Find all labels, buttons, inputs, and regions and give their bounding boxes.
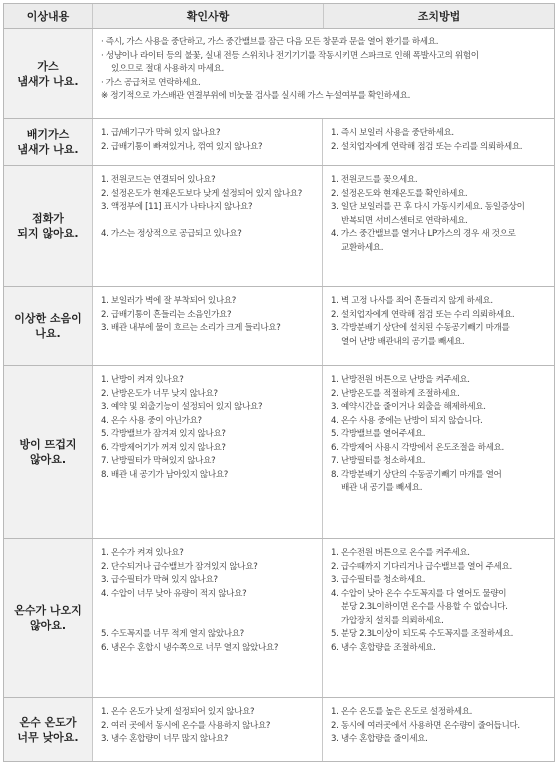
check-item: 8. 배관 내 공기가 남아있지 않나요? bbox=[101, 469, 228, 480]
symptom-cell: 온수 온도가 너무 낮아요. bbox=[4, 698, 93, 761]
symptom-cell: 온수가 나오지 않아요. bbox=[4, 539, 93, 697]
action-item: 4. 가스 중간밸브를 열거나 LP가스의 경우 새 것으로 bbox=[331, 229, 516, 239]
action-item: 1. 난방전원 버튼으로 난방을 켜주세요. bbox=[331, 375, 470, 385]
check-item: 3. 예약 및 외출기능이 설정되어 있지 않나요? bbox=[101, 402, 263, 412]
action-item: 반복되면 서비스센터로 연락하세요. bbox=[341, 215, 468, 226]
action-item: 1. 온수 온도를 높은 온도로 설정하세요. bbox=[331, 707, 473, 717]
symptom-cell: 이상한 소음이 나요. bbox=[4, 287, 93, 365]
table-row-gas-smell bbox=[4, 29, 554, 119]
check-item: 2. 여러 곳에서 동시에 온수를 사용하지 않나요? bbox=[101, 720, 271, 731]
action-item: 2. 설정온도와 현재온도를 확인하세요. bbox=[331, 188, 468, 199]
check-item: 2. 설정온도가 현재온도보다 낮게 설정되어 있지 않나요? bbox=[101, 188, 302, 199]
header-symptom: 이상내용 bbox=[4, 4, 93, 28]
instruction-line: · 가스 공급처로 연락하세요. bbox=[101, 77, 201, 88]
table-row-room-not-hot bbox=[4, 366, 554, 539]
check-item: 1. 보일러가 벽에 잘 부착되어 있나요? bbox=[101, 296, 236, 306]
header-action: 조치방법 bbox=[417, 10, 461, 23]
action-item: 3. 냉수 혼합량을 줄이세요. bbox=[331, 734, 428, 744]
check-cell bbox=[93, 366, 323, 538]
action-cell bbox=[323, 698, 554, 761]
symptom-cell: 가스 냄새가 나요. bbox=[4, 29, 93, 118]
instruction-line: 있으므로 절대 사용하지 마세요. bbox=[111, 64, 224, 74]
check-item: 3. 급수필터가 막혀 있지 않나요? bbox=[101, 575, 218, 585]
action-item: 4. 수압이 낮아 온수 수도꼭지를 다 열어도 물량이 bbox=[331, 588, 507, 599]
check-item: 1. 전원코드는 연결되어 있나요? bbox=[101, 175, 216, 185]
check-cell bbox=[93, 698, 323, 761]
table-header bbox=[4, 4, 554, 29]
action-item: 1. 온수전원 버튼으로 온수를 켜주세요. bbox=[331, 548, 470, 558]
spacer bbox=[101, 615, 318, 629]
merged-instruction-cell bbox=[93, 29, 554, 118]
troubleshooting-table bbox=[3, 3, 555, 762]
action-item: 열어 난방 배관내의 공기를 빼세요. bbox=[341, 336, 465, 347]
check-item: 5. 수도꼭지를 너무 적게 열지 않았나요? bbox=[101, 629, 244, 639]
check-item: 7. 난방필터가 막혀있지 않나요? bbox=[101, 456, 216, 466]
check-item: 3. 냉수 혼합량이 너무 많지 않나요? bbox=[101, 734, 228, 744]
symptom-cell: 방이 뜨겁지 않아요. bbox=[4, 366, 93, 538]
check-cell bbox=[93, 166, 323, 286]
table-row-no-ignition bbox=[4, 166, 554, 287]
action-item: 8. 각방분배기 상단의 수동공기빼기 마개를 열어 bbox=[331, 469, 502, 480]
action-cell bbox=[323, 119, 554, 165]
check-item: 4. 온수 사용 중이 아닌가요? bbox=[101, 415, 202, 426]
header-check: 확인사항 bbox=[93, 4, 324, 28]
symptom-cell: 배기가스 냄새가 나요. bbox=[4, 119, 93, 165]
action-item: 3. 급수필터를 청소하세요. bbox=[331, 575, 426, 585]
action-item: 3. 예약시간을 줄이거나 외출을 해제하세요. bbox=[331, 402, 486, 412]
action-item: 2. 난방온도를 적절하게 조절하세요. bbox=[331, 388, 460, 399]
check-item: 3. 배관 내부에 물이 흐르는 소리가 크게 들리나요? bbox=[101, 323, 281, 333]
action-item: 2. 동시에 여러곳에서 사용하면 온수량이 줄어듭니다. bbox=[331, 720, 520, 731]
action-item: 3. 일단 보일러를 끈 후 다시 가동시키세요. 동일증상이 bbox=[331, 202, 525, 212]
instruction-line: · 즉시, 가스 사용을 중단하고, 가스 중간밸브를 잠근 다음 모든 창문과 문을 열어 환기를 하세요. bbox=[101, 37, 439, 47]
action-item: 1. 즉시 보일러 사용을 중단하세요. bbox=[331, 128, 454, 138]
check-item: 2. 난방온도가 너무 낮지 않나요? bbox=[101, 388, 218, 399]
action-item: 가압장치 설치를 의뢰하세요. bbox=[341, 615, 444, 626]
check-item: 6. 냉온수 혼합시 냉수쪽으로 너무 열지 않았나요? bbox=[101, 642, 279, 653]
table-row-exhaust-smell bbox=[4, 119, 554, 166]
spacer bbox=[101, 601, 318, 615]
check-item: 1. 난방이 켜져 있나요? bbox=[101, 375, 184, 385]
check-item: 2. 급배기통이 빠져있거나, 꺾여 있지 않나요? bbox=[101, 141, 263, 152]
action-item: 1. 전원코드를 꽂으세요. bbox=[331, 175, 418, 185]
action-item: 교환하세요. bbox=[341, 242, 384, 253]
action-cell bbox=[323, 166, 554, 286]
action-cell bbox=[323, 287, 554, 365]
check-item: 6. 각방제어기가 꺼져 있지 않나요? bbox=[101, 442, 226, 453]
instruction-line: · 성냥이나 라이터 등의 불꽃, 실내 전등 스위치나 전기기기를 작동시키면 스파크로 인해 폭발사고의 위험이 bbox=[101, 50, 479, 61]
action-item: 5. 분당 2.3L이상이 되도록 수도꼭지를 조절하세요. bbox=[331, 629, 513, 639]
check-item: 1. 온수 온도가 낮게 설정되어 있지 않나요? bbox=[101, 707, 255, 717]
action-cell bbox=[323, 539, 554, 697]
action-item: 6. 각방제어 사용시 각방에서 온도조절을 하세요. bbox=[331, 442, 504, 453]
table-row-water-too-cold bbox=[4, 698, 554, 761]
action-item: 2. 설치업자에게 연락해 점검 또는 수리 의뢰하세요. bbox=[331, 309, 515, 320]
table-row-no-hot-water bbox=[4, 539, 554, 698]
check-item: 3. 액정부에 [11] 표시가 나타나지 않나요? bbox=[101, 202, 253, 212]
table-row-strange-noise bbox=[4, 287, 554, 366]
action-item: 5. 각방밸브를 열어주세요. bbox=[331, 429, 426, 439]
action-item: 배관 내 공기를 빼세요. bbox=[341, 483, 423, 493]
check-item: 4. 수압이 너무 낮아 유량이 적지 않나요? bbox=[101, 588, 247, 599]
check-item: 5. 각방밸브가 잠겨져 있지 않나요? bbox=[101, 429, 226, 439]
action-cell bbox=[323, 366, 554, 538]
action-item: 6. 냉수 혼합량을 조절하세요. bbox=[331, 642, 436, 653]
action-item: 2. 급수때까지 기다리거나 급수밸브를 열어 주세요. bbox=[331, 561, 512, 572]
action-item: 3. 각방분배기 상단에 설치된 수동공기빼기 마개를 bbox=[331, 323, 510, 333]
action-item: 분당 2.3L이하이면 온수를 사용할 수 없습니다. bbox=[341, 602, 508, 612]
check-item: 2. 단수되거나 급수밸브가 잠겨있지 않나요? bbox=[101, 561, 258, 572]
check-item: 1. 온수가 켜져 있나요? bbox=[101, 548, 184, 558]
check-item: 2. 급배기통이 흔들리는 소음인가요? bbox=[101, 309, 232, 320]
check-item: 1. 급/배기구가 막혀 있지 않나요? bbox=[101, 128, 221, 138]
action-item: 7. 난방필터를 청소하세요. bbox=[331, 456, 426, 466]
check-cell bbox=[93, 539, 323, 697]
check-item: 4. 가스는 정상적으로 공급되고 있나요? bbox=[101, 229, 242, 239]
symptom-cell: 점화가 되지 않아요. bbox=[4, 166, 93, 286]
check-cell bbox=[93, 287, 323, 365]
action-item: 2. 설치업자에게 연락해 점검 또는 수리를 의뢰하세요. bbox=[331, 141, 523, 152]
action-item: 1. 벽 고정 나사를 죄어 흔들리지 않게 하세요. bbox=[331, 296, 493, 306]
check-cell bbox=[93, 119, 323, 165]
action-item: 4. 온수 사용 중에는 난방이 되지 않습니다. bbox=[331, 415, 483, 426]
instruction-note: ※ 정기적으로 가스배관 연결부위에 비눗물 검사를 실시해 가스 누설여부를 확인하세요. bbox=[101, 91, 410, 101]
spacer bbox=[101, 215, 318, 229]
